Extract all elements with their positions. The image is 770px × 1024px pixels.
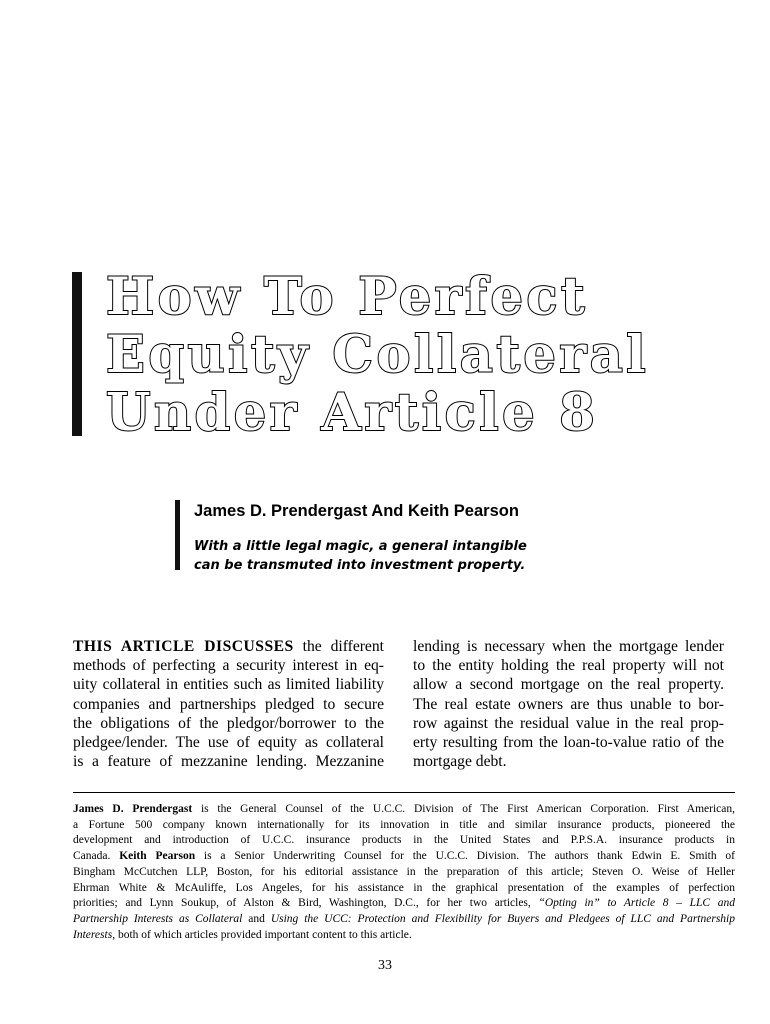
title-line: How To Perfect	[106, 267, 589, 327]
body-line: to the entity holding the real property will not	[413, 657, 724, 675]
bio-line	[73, 802, 735, 818]
page-number: 33	[378, 958, 392, 973]
bio-line	[73, 912, 735, 928]
article-citation: Partnership Interests as Collateral	[73, 912, 243, 925]
article-deck	[194, 537, 527, 575]
bio-line: Bingham McCutchen LLP, Boston, for his editorial assistance in the preparation of this article; Steven O. Weise of Heller	[73, 865, 735, 878]
bio-line: Ehrman White & McAuliffe, Los Angeles, for his assistance in the graphical presentation of the examples of perfection	[73, 881, 735, 894]
body-line: the obligations of the pledgor/borrower to the	[73, 714, 384, 732]
author-name: Keith Pearson	[119, 850, 196, 863]
body-line: methods of perfecting a security interest in eq-	[73, 657, 384, 675]
byline-accent-bar	[175, 500, 180, 570]
author-bio	[73, 802, 735, 943]
body-line: row against the residual value in the real prop-	[413, 714, 724, 732]
deck-line: With a little legal magic, a general intangible	[194, 539, 527, 554]
body-line: The real estate owners are thus unable to bor-	[413, 695, 724, 713]
bio-line	[73, 849, 735, 865]
body-line: is a feature of mezzanine lending. Mezzanine	[73, 753, 384, 771]
bio-text: is a Senior Underwriting Counsel for the U.C.C. Division. The authors thank Edwin E. Smith of	[195, 850, 736, 863]
title-line: Under Article 8	[106, 383, 599, 443]
author-names: James D. Prendergast And Keith Pearson	[194, 502, 519, 520]
body-line	[73, 637, 384, 656]
title-line: Equity Collateral	[106, 325, 650, 385]
body-line: lending is necessary when the mortgage lender	[413, 638, 724, 655]
lead-in: THIS ARTICLE DISCUSSES	[73, 638, 294, 655]
body-line: pledgee/lender. The use of equity as collateral	[73, 734, 384, 752]
body-line: companies and partnerships pledged to secure	[73, 695, 384, 713]
article-title	[106, 268, 746, 442]
bio-text: priorities; and Lynn Soukup, of Alston & Bird, Washington, D.C., for her two articles,	[73, 897, 539, 910]
body-line: mortgage debt.	[413, 753, 507, 771]
body-line: allow a second mortgage on the real property.	[413, 676, 724, 694]
author-name: James D. Prendergast	[73, 803, 193, 815]
bio-line: a Fortune 500 company known internationally for its innovation in title and similar insurance products, pioneered the	[73, 818, 735, 831]
body-line: uity collateral in entities such as limited liability	[73, 676, 384, 694]
deck-line: can be transmuted into investment property.	[194, 558, 526, 573]
title-accent-bar	[72, 272, 82, 436]
bio-line	[73, 896, 735, 912]
bio-text: Canada.	[73, 850, 120, 863]
bio-text: is the General Counsel of the U.C.C. Division of The First American Corporation. First American,	[192, 803, 736, 815]
article-citation: Interests	[73, 928, 113, 941]
bio-line: development and introduction of U.C.C. insurance products in the United States and P.P.S.A. insurance products in	[73, 834, 735, 847]
bio-line	[73, 928, 735, 944]
bio-text: and	[242, 912, 271, 925]
footnote-divider	[73, 792, 735, 793]
bio-text: , both of which articles provided important content to this article.	[112, 928, 412, 941]
body-line: erty resulting from the loan-to-value ratio of the	[413, 734, 724, 752]
body-text: the different	[293, 638, 384, 655]
body-column-right	[413, 637, 724, 771]
article-citation: Using the UCC: Protection and Flexibility for Buyers and Pledgees of LLC and Partnership	[270, 912, 736, 925]
body-column-left	[73, 637, 384, 771]
article-citation: “Opting in” to Article 8 – LLC and	[538, 897, 735, 910]
